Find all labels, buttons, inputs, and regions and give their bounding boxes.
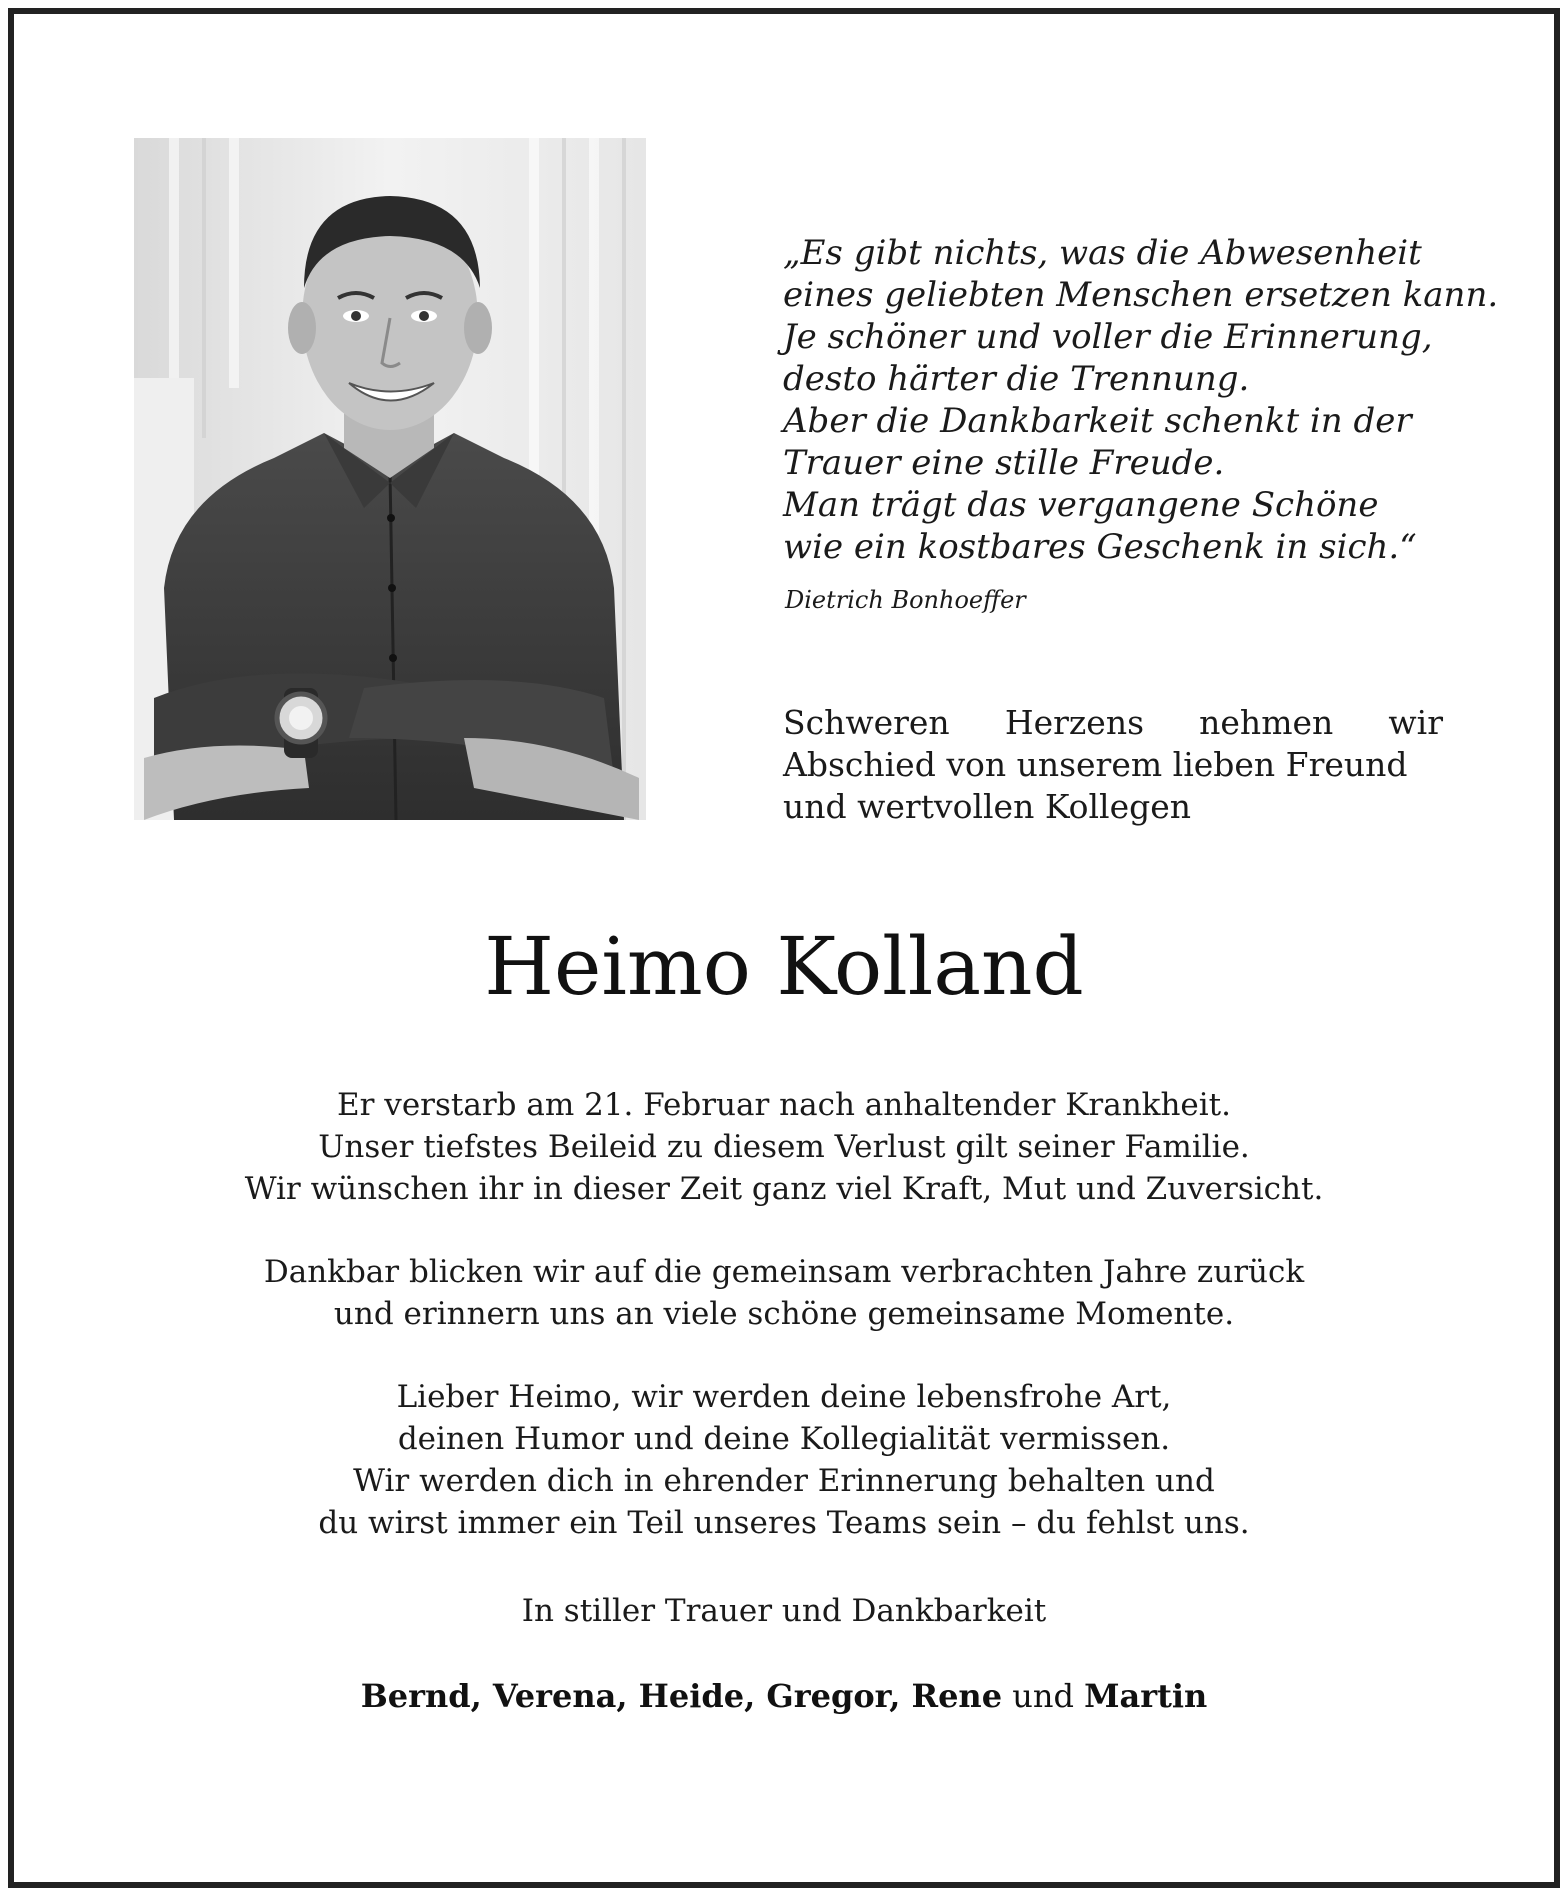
deceased-name: Heimo Kolland [484, 920, 1084, 1013]
quote-author: Dietrich Bonhoeffer [785, 586, 1026, 614]
portrait-photo [134, 138, 646, 820]
obituary-frame [8, 8, 1560, 1888]
paragraph-line: deinen Humor und deine Kollegialität vermissen. [397, 1421, 1171, 1457]
quote-line: wie ein kostbares Geschenk in sich.“ [783, 527, 1417, 567]
paragraph-line: und erinnern uns an viele schöne gemeinsame Momente. [333, 1296, 1235, 1332]
quote-line: eines geliebten Menschen ersetzen kann. [783, 275, 1499, 315]
signer-last-name: Martin [1084, 1677, 1208, 1715]
portrait-illustration [134, 138, 646, 820]
signer-names: Bernd, Verena, Heide, Gregor, Rene [360, 1677, 1003, 1715]
intro-text [783, 702, 1443, 828]
paragraph-farewell [14, 1376, 1554, 1544]
quote-line: Aber die Dankbarkeit schenkt in der [783, 401, 1412, 441]
paragraph-line: du wirst immer ein Teil unseres Teams sein – du fehlst uns. [318, 1505, 1250, 1541]
paragraph-line: Wir wünschen ihr in dieser Zeit ganz viel Kraft, Mut und Zuversicht. [244, 1171, 1324, 1207]
quote-line: „Es gibt nichts, was die Abwesenheit [783, 233, 1422, 273]
signer-conjunction: und [1012, 1677, 1074, 1715]
intro-line: Schweren Herzens nehmen wir [783, 703, 1443, 742]
quote-line: Je schöner und voller die Erinnerung, [783, 317, 1433, 357]
signers [14, 1675, 1554, 1717]
paragraph-line: Unser tiefstes Beileid zu diesem Verlust gilt seiner Familie. [318, 1129, 1250, 1165]
intro-line: Abschied von unserem lieben Freund [783, 745, 1408, 784]
quote-line: Man trägt das vergangene Schöne [783, 485, 1379, 525]
intro-line: und wertvollen Kollegen [783, 787, 1192, 826]
quote-line: Trauer eine stille Freude. [783, 443, 1225, 483]
quote-block [783, 232, 1499, 568]
quote-line: desto härter die Trennung. [783, 359, 1250, 399]
paragraph-gratitude [14, 1251, 1554, 1335]
paragraph-closing [14, 1590, 1554, 1632]
paragraph-line: Er verstarb am 21. Februar nach anhaltender Krankheit. [337, 1087, 1231, 1123]
paragraph-death-notice [14, 1084, 1554, 1210]
closing-line: In stiller Trauer und Dankbarkeit [521, 1593, 1047, 1629]
paragraph-line: Lieber Heimo, wir werden deine lebensfrohe Art, [396, 1379, 1172, 1415]
paragraph-line: Wir werden dich in ehrender Erinnerung behalten und [353, 1463, 1215, 1499]
paragraph-line: Dankbar blicken wir auf die gemeinsam verbrachten Jahre zurück [263, 1254, 1305, 1290]
